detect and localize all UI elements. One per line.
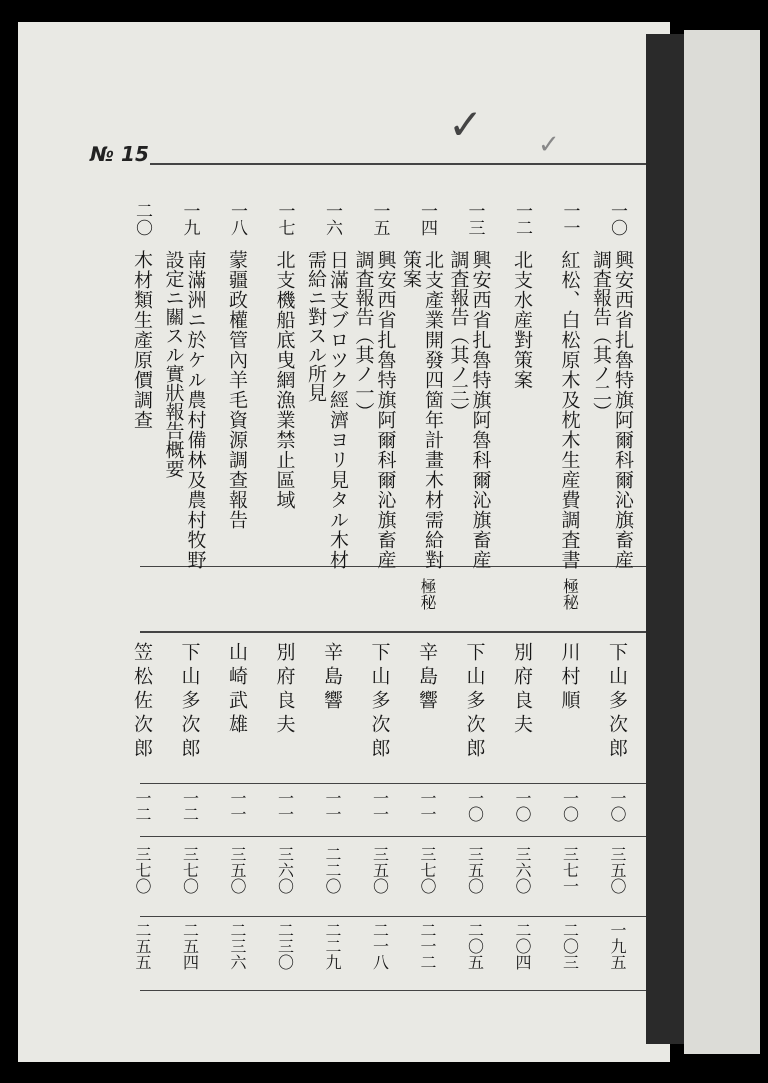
table-rule bbox=[140, 836, 646, 837]
facing-page-edge bbox=[684, 30, 760, 1054]
classification-mark: 極秘 bbox=[560, 578, 580, 610]
value-cell: 二三六 bbox=[228, 922, 247, 970]
entry-title-continued: 設定ニ關スル實狀報告概要 bbox=[162, 250, 185, 478]
entry-number: 一三 bbox=[464, 202, 485, 236]
classification-mark bbox=[317, 578, 347, 630]
value-cell: 二二九 bbox=[323, 922, 342, 970]
value-cell: 一九五 bbox=[608, 922, 627, 970]
header-rule bbox=[150, 163, 646, 165]
value-cell: 三五〇 bbox=[465, 846, 485, 894]
entry-title: 北支水産對策案 bbox=[511, 250, 533, 390]
value-cell: 三五〇 bbox=[608, 846, 627, 894]
entry-number: 一二 bbox=[512, 202, 532, 236]
entry-title: 日滿支ブロツク經濟ヨリ見タル木材 bbox=[327, 250, 349, 570]
value-cell: 一〇 bbox=[513, 790, 532, 822]
value-cell: 三七一 bbox=[560, 846, 580, 894]
entry-number: 二〇 bbox=[132, 202, 152, 236]
classification-mark bbox=[175, 578, 205, 630]
author-name: 笠松佐次郎 bbox=[131, 642, 153, 762]
entry-title: 紅松、白松原木及枕木生産費調査書 bbox=[558, 250, 581, 570]
entry-title: 北支機船底曳網漁業禁止區域 bbox=[273, 250, 296, 510]
value-cell: 一一 bbox=[323, 790, 342, 822]
author-name: 下山多次郎 bbox=[178, 642, 201, 762]
value-cell: 三七〇 bbox=[180, 846, 200, 894]
entry-number: 一五 bbox=[369, 202, 390, 236]
classification-mark bbox=[602, 578, 632, 630]
classification-mark bbox=[460, 578, 490, 630]
author-name: 別府良夫 bbox=[511, 642, 533, 738]
author-name: 下山多次郎 bbox=[606, 642, 628, 762]
table-rule bbox=[140, 990, 646, 991]
entry-number: 一七 bbox=[274, 202, 295, 236]
value-cell: 二〇三 bbox=[560, 922, 580, 970]
entry-title-continued: 調査報告（其ノ一） bbox=[352, 250, 375, 421]
entry-number: 一九 bbox=[179, 202, 200, 236]
author-name: 下山多次郎 bbox=[463, 642, 486, 762]
check-mark-icon: ✓ bbox=[448, 100, 484, 149]
value-cell: 三五〇 bbox=[370, 846, 390, 894]
value-cell: 一二 bbox=[133, 790, 152, 822]
author-name: 辛島響 bbox=[321, 642, 343, 714]
entry-title: 興安西省扎魯特旗阿魯科爾沁旗畜産 bbox=[469, 250, 492, 570]
entry-title-continued: 策案 bbox=[400, 250, 422, 288]
value-cell: 三六〇 bbox=[513, 846, 532, 894]
entry-title: 北支產業開發四箇年計畫木材需給對 bbox=[422, 250, 444, 570]
value-cell: 三七〇 bbox=[418, 846, 437, 894]
value-cell: 二二〇 bbox=[323, 846, 342, 894]
classification-mark bbox=[365, 578, 395, 630]
value-cell: 二三〇 bbox=[275, 922, 295, 970]
entry-title-continued: 需給ニ對スル所見 bbox=[305, 250, 327, 402]
page-number: № 15 bbox=[90, 142, 149, 166]
value-cell: 一〇 bbox=[608, 790, 627, 822]
table-rule bbox=[140, 783, 646, 784]
value-cell: 一〇 bbox=[560, 790, 580, 822]
value-cell: 一一 bbox=[228, 790, 247, 822]
value-cell: 三五〇 bbox=[228, 846, 247, 894]
value-cell: 一〇 bbox=[465, 790, 485, 822]
book-binding bbox=[646, 34, 684, 1044]
classification-mark bbox=[222, 578, 252, 630]
author-name: 川村順 bbox=[558, 642, 581, 714]
entry-number: 一〇 bbox=[607, 202, 627, 236]
value-cell: 二一八 bbox=[370, 922, 390, 970]
value-cell: 一一 bbox=[275, 790, 295, 822]
table-rule bbox=[140, 631, 646, 633]
entry-number: 一一 bbox=[559, 202, 580, 236]
classification-mark bbox=[127, 578, 157, 630]
value-cell: 一一 bbox=[418, 790, 437, 822]
entry-title-continued: 調査報告（其ノ二） bbox=[590, 250, 612, 421]
entry-title: 南滿洲ニ於ケル農村備林及農村牧野 bbox=[184, 250, 207, 570]
entry-title: 木材類生產原價調查 bbox=[131, 250, 153, 430]
check-mark-icon: ✓ bbox=[538, 130, 560, 160]
value-cell: 二〇四 bbox=[513, 922, 532, 970]
entry-number: 一六 bbox=[322, 202, 342, 236]
entry-number: 一八 bbox=[227, 202, 247, 236]
author-name: 別府良夫 bbox=[273, 642, 296, 738]
author-name: 辛島響 bbox=[416, 642, 438, 714]
value-cell: 二一二 bbox=[418, 922, 437, 970]
entry-title: 興安西省扎魯特旗阿爾科爾沁旗畜産 bbox=[374, 250, 397, 570]
value-cell: 二五五 bbox=[133, 922, 152, 970]
value-cell: 一二 bbox=[180, 790, 200, 822]
classification-mark bbox=[270, 578, 300, 630]
classification-mark bbox=[507, 578, 537, 630]
entry-number: 一四 bbox=[417, 202, 437, 236]
value-cell: 三六〇 bbox=[275, 846, 295, 894]
author-name: 下山多次郎 bbox=[368, 642, 391, 762]
value-cell: 二五四 bbox=[180, 922, 200, 970]
value-cell: 二〇五 bbox=[465, 922, 485, 970]
entry-title: 蒙疆政權管內羊毛資源調查報告 bbox=[226, 250, 248, 530]
value-cell: 三七〇 bbox=[133, 846, 152, 894]
classification-mark: 極秘 bbox=[418, 578, 437, 610]
table-rule bbox=[140, 916, 646, 917]
value-cell: 一一 bbox=[370, 790, 390, 822]
author-name: 山崎武雄 bbox=[226, 642, 248, 738]
entry-title-continued: 調査報告（其ノ三） bbox=[447, 250, 470, 421]
entry-title: 興安西省扎魯特旗阿爾科爾沁旗畜産 bbox=[612, 250, 634, 570]
